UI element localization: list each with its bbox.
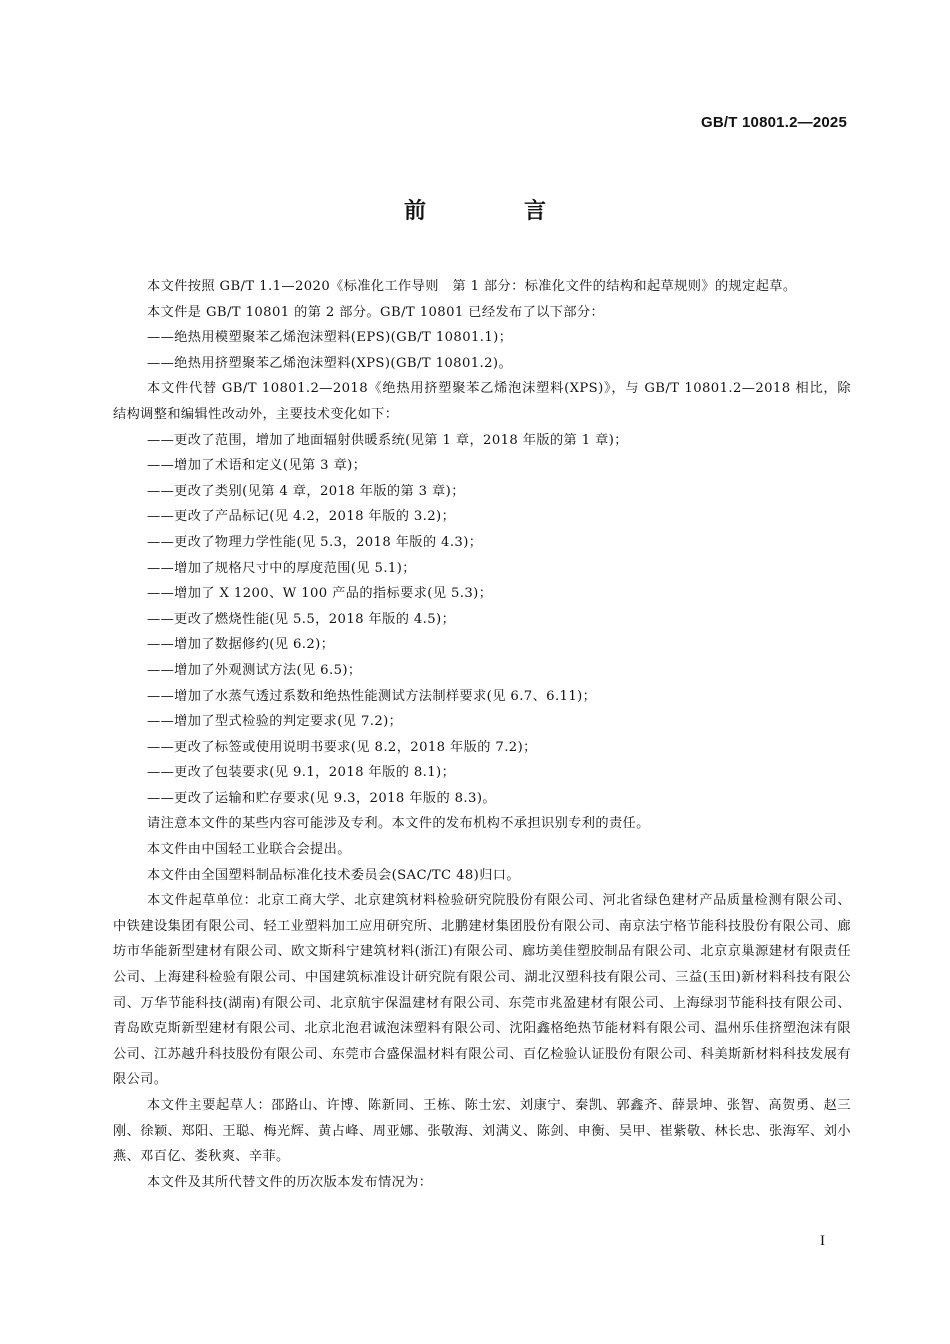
standard-number: GB/T 10801.2—2025: [701, 114, 847, 131]
list-item: ——更改了物理力学性能(见 5.3，2018 年版的 4.3)；: [147, 534, 483, 550]
paragraph: 本文件代替 GB/T 10801.2—2018《绝热用挤塑聚苯乙烯泡沫塑料(XPS)》，与 GB/T 10801.2—2018 相比，除结构调整和编辑性改动外，主要技术变化如下：: [113, 381, 851, 422]
list-item: ——更改了燃烧性能(见 5.5，2018 年版的 4.5)；: [147, 611, 456, 627]
list-item: ——绝热用模塑聚苯乙烯泡沫塑料(EPS)(GB/T 10801.1)；: [147, 330, 513, 346]
list-item: ——增加了 X 1200、W 100 产品的指标要求(见 5.3)；: [147, 586, 493, 602]
paragraph: 本文件由中国轻工业联合会提出。: [147, 842, 351, 858]
list-item: ——更改了标签或使用说明书要求(见 8.2，2018 年版的 7.2)；: [147, 739, 537, 755]
list-item: ——增加了规格尺寸中的厚度范围(见 5.1)；: [147, 560, 416, 576]
foreword-body: [113, 274, 851, 1195]
page-number: I: [820, 1233, 825, 1249]
list-item: ——增加了外观测试方法(见 6.5)；: [147, 662, 362, 678]
list-item: ——增加了数据修约(见 6.2)；: [147, 637, 335, 653]
page-title: 前 言: [403, 199, 584, 224]
list-item: ——更改了范围，增加了地面辐射供暖系统(见第 1 章，2018 年版的第 1 章)；: [147, 432, 628, 448]
list-item: ——增加了术语和定义(见第 3 章)；: [147, 458, 367, 474]
paragraph: 本文件起草单位：北京工商大学、北京建筑材料检验研究院股份有限公司、河北省绿色建材产品质量检测有限公司、中铁建设集团有限公司、轻工业塑料加工应用研究所、北鹏建材集团股份有限公司、南京法宁格节能科技股份有限公司、廊坊市华能新型建材有限公司、欧文斯科宁建筑材料(浙江)有限公司、廊坊美佳塑胶制品有限公司、北京京巢源建材有限责任公司、上海建科检验有限公司、中国建筑标准设计研究院有限公司、湖北汉塑科技有限公司、三益(玉田)新材料科技有限公司、万华节能科技(湖南)有限公司、北京航宇保温建材有限公司、东莞市兆盈建材有限公司、上海绿羽节能科技有限公司、青岛欧克斯新型建材有限公司、北京北泡君诚泡沫塑料有限公司、沈阳鑫格绝热节能材料有限公司、温州乐佳挤塑泡沫有限公司、江苏越升科技股份有限公司、东莞市合盛保温材料有限公司、百亿检验认证股份有限公司、科美斯新材料科技发展有限公司。: [113, 893, 851, 1088]
list-item: ——绝热用挤塑聚苯乙烯泡沫塑料(XPS)(GB/T 10801.2)。: [147, 355, 513, 371]
paragraph: 请注意本文件的某些内容可能涉及专利。本文件的发布机构不承担识别专利的责任。: [147, 816, 650, 832]
list-item: ——增加了型式检验的判定要求(见 7.2)；: [147, 714, 403, 730]
paragraph: 本文件及其所代替文件的历次版本发布情况为：: [147, 1174, 433, 1190]
paragraph: 本文件主要起草人：邵路山、许博、陈新同、王栋、陈士宏、刘康宁、秦凯、郭鑫齐、薛景坤、张智、高贺勇、赵三刚、徐颖、郑阳、王聪、梅光辉、黄占峰、周亚娜、张敬海、刘满义、陈剑、申衡、吴甲、崔紫敬、林长忠、张海军、刘小燕、邓百亿、娄秋爽、辛菲。: [113, 1098, 851, 1165]
list-item: ——增加了水蒸气透过系数和绝热性能测试方法制样要求(见 6.7、6.11)；: [147, 688, 597, 704]
list-item: ——更改了包装要求(见 9.1，2018 年版的 8.1)；: [147, 765, 456, 781]
paragraph: 本文件是 GB/T 10801 的第 2 部分。GB/T 10801 已经发布了以下部分：: [147, 304, 605, 320]
paragraph: 本文件按照 GB/T 1.1—2020《标准化工作导则 第 1 部分：标准化文件的结构和起草规则》的规定起草。: [147, 279, 797, 294]
paragraph: 本文件由全国塑料制品标准化技术委员会(SAC/TC 48)归口。: [147, 867, 520, 883]
list-item: ——更改了产品标记(见 4.2，2018 年版的 3.2)；: [147, 509, 456, 525]
list-item: ——更改了运输和贮存要求(见 9.3，2018 年版的 8.3)。: [147, 790, 496, 806]
list-item: ——更改了类别(见第 4 章，2018 年版的第 3 章)；: [147, 483, 465, 499]
